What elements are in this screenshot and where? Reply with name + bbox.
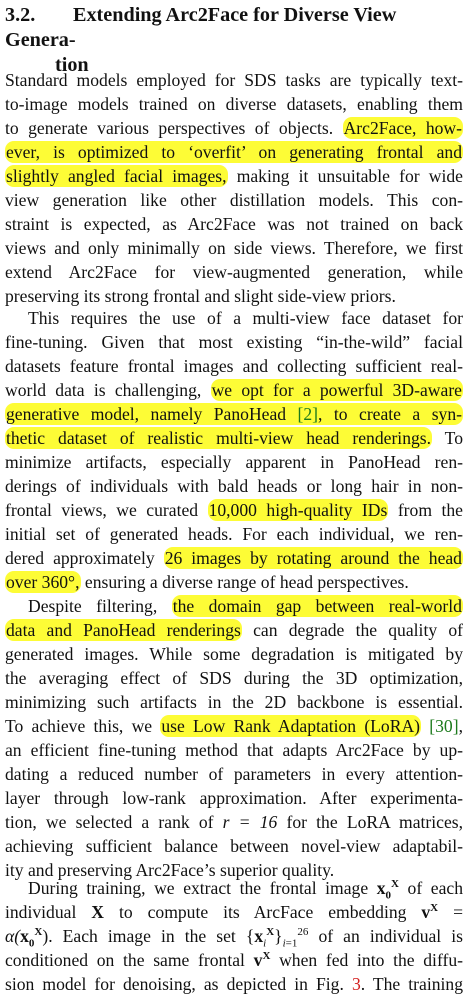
- figure-reference-link[interactable]: 3: [351, 974, 361, 994]
- text-line: [5, 402, 463, 426]
- text-line: individual X to compute its ArcFace embedding $v^X$ =: [5, 902, 463, 922]
- text-line: derings of individuals with bald heads or long hair in non-: [5, 476, 463, 496]
- text-line: world data is challenging, we opt for a powerful 3D-aware: [5, 380, 462, 400]
- text-line: views and only minimally on side views. Therefore, we first: [5, 238, 463, 258]
- text-line: minimize artifacts, especially apparent in PanoHead ren-: [5, 452, 463, 472]
- highlight: ever, is optimized to ‘overfit’ on generating frontal and: [6, 142, 462, 162]
- text-line: to-image models trained on diverse datasets, enabling them: [5, 94, 463, 114]
- section-number: 3.2.: [5, 4, 36, 26]
- text-line: conditioned on the same frontal $v^X$ when fed into the diffu-: [5, 950, 463, 970]
- highlight: the domain gap between real-world: [172, 596, 462, 616]
- text-line: generated images. While some degradation is mitigated by: [5, 644, 463, 664]
- text-line: layer through low-rank approximation. After experimenta-: [5, 788, 463, 808]
- text-line: dating a reduced number of parameters in every attention-: [5, 764, 463, 784]
- text-line: an efficient fine-tuning method that adapts Arc2Face by up-: [5, 740, 463, 760]
- section-title-line2: tion: [55, 54, 89, 76]
- section-title-line1: Extending Arc2Face for Diverse View Genera-: [5, 4, 397, 51]
- highlight: Arc2Face, how-: [343, 118, 462, 138]
- math-inline: X: [91, 902, 105, 922]
- text-line: $\alpha(x_0^X)$. Each image in the set $\{x_i^X\}_{i=1}^{26}$ of an individual is: [5, 926, 463, 950]
- text-line: [5, 140, 463, 164]
- text-line: To achieve this, we use Low Rank Adaptation (LoRA) [30],: [5, 716, 463, 736]
- section-heading: [5, 3, 463, 78]
- highlight: slightly angled facial images,: [6, 166, 227, 186]
- math-inline: r = 16: [222, 812, 278, 832]
- math-inline: $v^X$: [421, 902, 439, 922]
- highlight: over 360°,: [6, 572, 80, 592]
- text-line: achieving sufficient balance between novel-view adaptabil-: [5, 836, 463, 856]
- text-line: dered approximately 26 images by rotating around the head: [5, 548, 462, 568]
- text-line: Despite filtering, the domain gap between real-world: [28, 596, 462, 616]
- text-line: the averaging effect of SDS during the 3D optimization,: [5, 668, 463, 688]
- text-line: frontal views, we curated 10,000 high-quality IDs from the: [5, 500, 463, 520]
- text-line: initial set of generated heads. For each individual, we ren-: [5, 524, 463, 544]
- text-line: view generation like other distillation models. This con-: [5, 190, 463, 210]
- math-inline: $v^X$: [253, 950, 271, 970]
- text-line: straint is expected, as Arc2Face was not trained on back: [5, 214, 463, 234]
- highlight: we opt for a powerful 3D-aware: [211, 380, 462, 400]
- text-line: sion model for denoising, as depicted in Fig. 3. The training: [5, 974, 464, 994]
- highlight: 10,000 high-quality IDs: [208, 500, 388, 520]
- text-line: to generate various perspectives of objects. Arc2Face, how-: [5, 118, 462, 138]
- text-line: During training, we extract the frontal image $x_0^X$ of each: [28, 878, 463, 902]
- text-line: slightly angled facial images, making it unsuitable for wide: [6, 166, 463, 186]
- citation-link[interactable]: [2]: [297, 404, 319, 424]
- math-inline: $x_0^X$: [20, 926, 43, 950]
- text-line: datasets feature frontal images and collecting sufficient real-: [5, 356, 463, 376]
- text-line: minimizing such artifacts in the 2D backbone is essential.: [5, 692, 463, 712]
- highlight: generative model, namely PanoHead [2], to create a syn-: [6, 404, 462, 424]
- text-line: extend Arc2Face for view-augmented generation, while: [5, 262, 463, 282]
- math-inline: $x_0^X$: [376, 878, 399, 902]
- highlight: thetic dataset of realistic multi-view head renderings.: [6, 428, 432, 448]
- highlight: use Low Rank Adaptation (LoRA): [161, 716, 421, 736]
- text-line: thetic dataset of realistic multi-view head renderings. To: [6, 428, 463, 448]
- text-line: This requires the use of a multi-view face dataset for: [28, 308, 463, 328]
- math-inline: $\{x_i^X\}_{i=1}^{26}$: [245, 926, 309, 950]
- text-line: fine-tuning. Given that most existing “in-the-wild” facial: [5, 332, 463, 352]
- text-line: ity and preserving Arc2Face’s superior quality.: [5, 860, 335, 880]
- highlight: data and PanoHead renderings: [6, 620, 241, 640]
- text-line: preserving its strong frontal and slight side-view priors.: [5, 286, 396, 306]
- text-line: tion, we selected a rank of r = 16 for the LoRA matrices,: [5, 812, 464, 832]
- citation-link[interactable]: [30]: [429, 716, 459, 736]
- text-line: data and PanoHead renderings can degrade the quality of: [6, 620, 463, 640]
- highlight: 26 images by rotating around the head: [164, 548, 462, 568]
- text-line: over 360°, ensuring a diverse range of head perspectives.: [6, 572, 409, 592]
- text-line: Standard models employed for SDS tasks are typically text-: [5, 70, 463, 90]
